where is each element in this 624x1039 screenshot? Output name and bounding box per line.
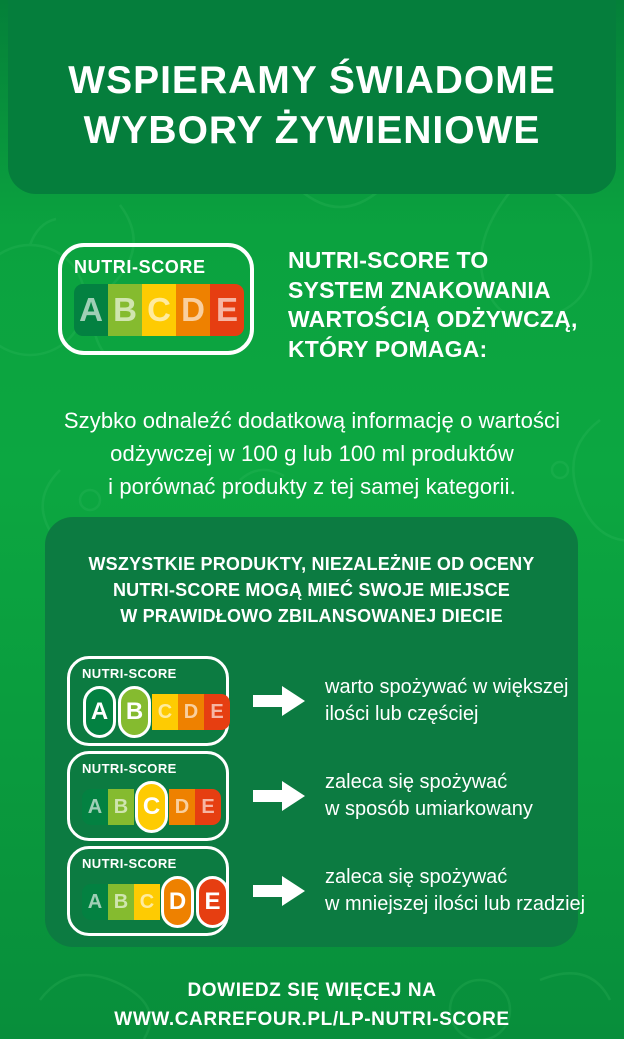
grade-letter-b: B: [113, 890, 129, 913]
nutri-score-badge-c: [67, 751, 229, 841]
grade-c: [134, 884, 160, 920]
footer-url: WWW.CARREFOUR.PL/LP-NUTRI-SCORE: [114, 1009, 510, 1030]
grade-letter-d: D: [183, 700, 199, 723]
grade-row-text-line: w mniejszej ilości lub rzadziej: [325, 893, 586, 915]
grade-d: [176, 284, 210, 336]
grade-c-highlighted: [135, 781, 168, 833]
grade-letter-e: E: [215, 291, 238, 328]
grade-b: [108, 884, 134, 920]
intro-heading-line: SYSTEM ZNAKOWANIA: [288, 276, 551, 303]
grade-d: [169, 789, 195, 825]
grades-explanation-panel: [45, 517, 586, 947]
grade-row-text: [325, 674, 568, 728]
footer: [0, 976, 624, 1034]
nutri-score-logo-label: NUTRI-SCORE: [74, 257, 206, 277]
grade-letter-e: E: [204, 888, 221, 915]
grade-row-text: [325, 769, 533, 823]
grade-row-text-line: ilości lub częściej: [325, 703, 479, 725]
grade-b: [108, 284, 142, 336]
nutri-score-badge-label: NUTRI-SCORE: [82, 856, 177, 871]
grade-row-text-line: zaleca się spożywać: [325, 771, 508, 793]
grade-row-text-line: w sposób umiarkowany: [325, 798, 533, 820]
grade-strip-ab: [82, 684, 226, 740]
masthead: [8, 0, 616, 194]
intro-heading-line: WARTOŚCIĄ ODŻYWCZĄ,: [288, 306, 578, 332]
grade-letter-a: A: [79, 291, 103, 328]
grade-d-highlighted: [161, 876, 194, 928]
grade-a: [74, 284, 108, 336]
grade-row-ab: [67, 656, 578, 746]
grade-letter-c: C: [147, 291, 171, 328]
intro-heading-line: NUTRI-SCORE TO: [288, 247, 489, 273]
right-arrow-icon: [253, 779, 305, 813]
grade-letter-d: D: [174, 795, 190, 818]
grade-letter-a: A: [90, 698, 109, 725]
grade-letter-d: D: [181, 291, 205, 328]
grade-e: [204, 694, 230, 730]
grade-letter-e: E: [210, 700, 224, 723]
intro-heading-line: KTÓRY POMAGA:: [288, 335, 488, 362]
nutri-score-badge-ab: [67, 656, 229, 746]
nutri-score-logo: [58, 243, 254, 355]
grade-a: [82, 789, 108, 825]
masthead-title-line2: WYBORY ŻYWIENIOWE: [83, 109, 541, 152]
grade-b: [108, 789, 134, 825]
grade-letter-b: B: [113, 291, 137, 328]
grade-c: [152, 694, 178, 730]
grade-letter-c: C: [139, 890, 155, 913]
right-arrow-icon: [253, 874, 305, 908]
footer-more-info-text: DOWIEDZ SIĘ WIĘCEJ NA: [187, 980, 437, 1001]
panel-heading-line: WSZYSTKIE PRODUKTY, NIEZALEŻNIE OD OCENY: [88, 554, 535, 574]
grade-b-highlighted: [118, 686, 151, 738]
right-arrow-icon: [253, 684, 305, 718]
grade-letter-c: C: [157, 700, 173, 723]
intro-description-line: odżywczej w 100 g lub 100 ml produktów: [110, 441, 514, 466]
grade-letter-c: C: [142, 793, 161, 820]
grade-letter-b: B: [113, 795, 129, 818]
grade-letter-a: A: [87, 795, 103, 818]
grade-strip-de: [82, 874, 226, 930]
nutri-score-badge-de: [67, 846, 229, 936]
intro-description-line: i porównać produkty z tej samej kategorii.: [108, 474, 516, 499]
grade-rows: [67, 656, 586, 936]
grade-row-text: [325, 864, 585, 918]
grade-row-c: [67, 751, 578, 841]
grade-d: [178, 694, 204, 730]
grade-letter-d: D: [168, 888, 187, 915]
intro-description-line: Szybko odnaleźć dodatkową informację o wartości: [63, 408, 561, 433]
grade-a: [82, 884, 108, 920]
grade-row-text-line: warto spożywać w większej: [325, 676, 569, 698]
grade-letter-e: E: [201, 795, 215, 818]
grade-strip-c: [82, 779, 226, 835]
grade-e: [195, 789, 221, 825]
grade-a-highlighted: [83, 686, 116, 738]
grade-row-text-line: zaleca się spożywać: [325, 866, 508, 888]
masthead-title-line1: WSPIERAMY ŚWIADOME: [68, 59, 556, 102]
panel-heading-line: W PRAWIDŁOWO ZBILANSOWANEJ DIECIE: [120, 606, 503, 626]
grade-row-de: [67, 846, 586, 936]
intro-description: [0, 404, 624, 503]
grade-e: [210, 284, 244, 336]
grade-c: [142, 284, 176, 336]
nutri-score-grade-strip: [74, 284, 250, 336]
panel-heading-line: NUTRI-SCORE MOGĄ MIEĆ SWOJE MIEJSCE: [112, 580, 511, 600]
nutri-score-badge-label: NUTRI-SCORE: [82, 761, 177, 776]
panel-heading: [45, 551, 578, 629]
intro-heading: [288, 246, 578, 364]
nutri-score-badge-label: NUTRI-SCORE: [82, 666, 177, 681]
grade-e-highlighted: [196, 876, 229, 928]
grade-letter-a: A: [87, 890, 103, 913]
grade-letter-b: B: [125, 698, 144, 725]
